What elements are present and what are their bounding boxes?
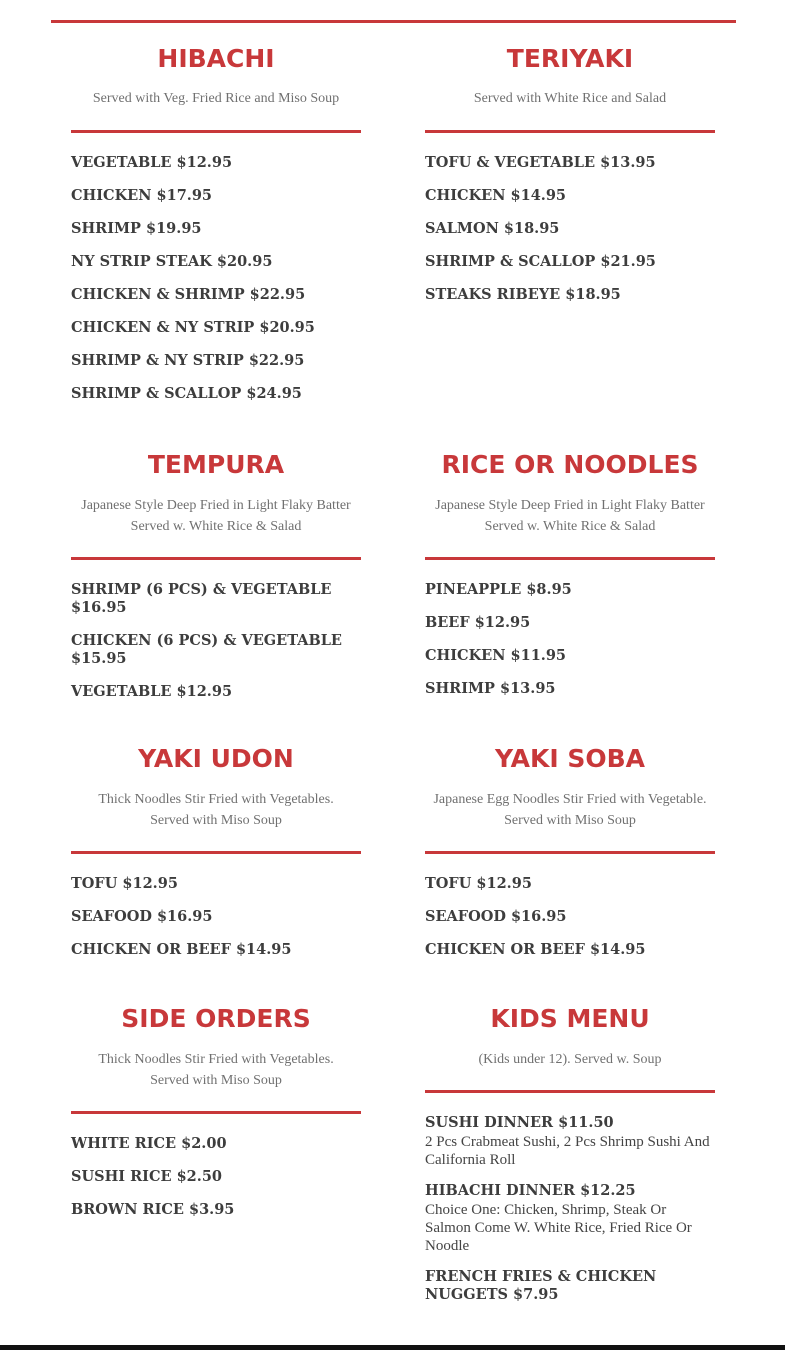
- menu-item: CHICKEN & SHRIMP $22.95: [71, 286, 306, 303]
- menu-item: CHICKEN OR BEEF $14.95: [425, 941, 646, 958]
- menu-item: SEAFOOD $16.95: [71, 908, 213, 925]
- section-title: RICE OR NOODLES: [441, 450, 699, 479]
- section-description: Thick Noodles Stir Fried with Vegetables.: [98, 792, 334, 807]
- menu-item-name: HIBACHI DINNER $12.25: [425, 1182, 636, 1199]
- menu-item-description: Choice One: Chicken, Shrimp, Steak Or Salmon Come W. White Rice, Fried Rice Or Noodle: [425, 1202, 692, 1254]
- menu-item: NY STRIP STEAK $20.95: [71, 253, 273, 270]
- menu-item: SHRIMP & SCALLOP $21.95: [425, 253, 656, 270]
- section-title: TEMPURA: [147, 450, 285, 479]
- section-divider: [71, 130, 361, 133]
- menu-item: VEGETABLE $12.95: [71, 683, 233, 700]
- section-yaki-udon: [71, 744, 361, 958]
- section-divider: [71, 851, 361, 854]
- section-title: HIBACHI: [157, 44, 275, 73]
- bottom-border: [0, 1345, 785, 1350]
- item-list: [425, 581, 715, 713]
- section-description: Served with Miso Soup: [150, 813, 282, 828]
- menu-item: STEAKS RIBEYE $18.95: [425, 286, 621, 303]
- menu-item: VEGETABLE $12.95: [71, 154, 233, 171]
- section-tempura: [71, 450, 361, 700]
- section-side-orders: [71, 1004, 361, 1218]
- section-title: TERIYAKI: [506, 44, 634, 73]
- menu-item: WHITE RICE $2.00: [71, 1135, 227, 1152]
- section-divider: [71, 1111, 361, 1114]
- section-divider: [71, 557, 361, 560]
- menu-item: SHRIMP (6 PCS) & VEGETABLE $16.95: [71, 581, 332, 616]
- section-title: SIDE ORDERS: [121, 1004, 311, 1033]
- menu-item: SUSHI RICE $2.50: [71, 1168, 222, 1185]
- menu-item: [425, 1114, 715, 1169]
- item-list: [425, 154, 715, 319]
- menu-item: TOFU $12.95: [425, 875, 532, 892]
- section-description: Japanese Style Deep Fried in Light Flaky Batter: [435, 498, 705, 513]
- menu-item: CHICKEN (6 PCS) & VEGETABLE $15.95: [71, 632, 342, 667]
- section-description: Japanese Style Deep Fried in Light Flaky Batter: [81, 498, 351, 513]
- section-description: Served with Veg. Fried Rice and Miso Soup: [92, 91, 340, 106]
- item-list: [71, 1135, 361, 1234]
- menu-item: SEAFOOD $16.95: [425, 908, 567, 925]
- menu-item: BEEF $12.95: [425, 614, 531, 631]
- menu-item: [425, 1182, 715, 1255]
- menu-item: BROWN RICE $3.95: [71, 1201, 235, 1218]
- section-rice-or-noodles: [425, 450, 715, 697]
- menu-item: SHRIMP $13.95: [425, 680, 556, 697]
- section-description: Served w. White Rice & Salad: [484, 519, 656, 534]
- item-list: [425, 875, 715, 974]
- menu-item-description: 2 Pcs Crabmeat Sushi, 2 Pcs Shrimp Sushi And California Roll: [425, 1134, 710, 1168]
- section-description: Japanese Egg Noodles Stir Fried with Vegetable.: [433, 792, 707, 807]
- menu-item: CHICKEN $14.95: [425, 187, 567, 204]
- section-divider: [425, 557, 715, 560]
- menu-item: TOFU $12.95: [71, 875, 178, 892]
- section-title: KIDS MENU: [490, 1004, 650, 1033]
- menu-item: CHICKEN $11.95: [425, 647, 567, 664]
- section-description: (Kids under 12). Served w. Soup: [478, 1052, 662, 1067]
- menu-item: SALMON $18.95: [425, 220, 560, 237]
- section-divider: [425, 1090, 715, 1093]
- menu-item-name: SUSHI DINNER $11.50: [425, 1114, 614, 1131]
- menu-item: CHICKEN OR BEEF $14.95: [71, 941, 292, 958]
- menu-item: SHRIMP $19.95: [71, 220, 202, 237]
- section-description: Served with Miso Soup: [504, 813, 636, 828]
- menu-item-name: FRENCH FRIES & CHICKEN NUGGETS $7.95: [425, 1268, 657, 1303]
- section-description: Served w. White Rice & Salad: [130, 519, 302, 534]
- section-description: Served with Miso Soup: [150, 1073, 282, 1088]
- menu-item: TOFU & VEGETABLE $13.95: [425, 154, 656, 171]
- section-teriyaki: [425, 44, 715, 303]
- top-divider: [51, 20, 736, 23]
- item-list: [71, 154, 361, 418]
- menu-item: PINEAPPLE $8.95: [425, 581, 572, 598]
- section-title: YAKI UDON: [138, 744, 294, 773]
- section-yaki-soba: [425, 744, 715, 958]
- item-list: [71, 581, 361, 716]
- section-kids-menu: [425, 1004, 715, 1303]
- menu-item: SHRIMP & NY STRIP $22.95: [71, 352, 305, 369]
- menu-item: SHRIMP & SCALLOP $24.95: [71, 385, 302, 402]
- item-list: [71, 875, 361, 974]
- section-hibachi: [71, 44, 361, 402]
- menu-item: CHICKEN & NY STRIP $20.95: [71, 319, 315, 336]
- section-description: Thick Noodles Stir Fried with Vegetables.: [98, 1052, 334, 1067]
- menu-item: CHICKEN $17.95: [71, 187, 213, 204]
- section-description: Served with White Rice and Salad: [473, 91, 667, 106]
- menu-item: [425, 1268, 715, 1304]
- section-title: YAKI SOBA: [494, 744, 646, 773]
- section-divider: [425, 851, 715, 854]
- item-list: [425, 1114, 715, 1319]
- section-divider: [425, 130, 715, 133]
